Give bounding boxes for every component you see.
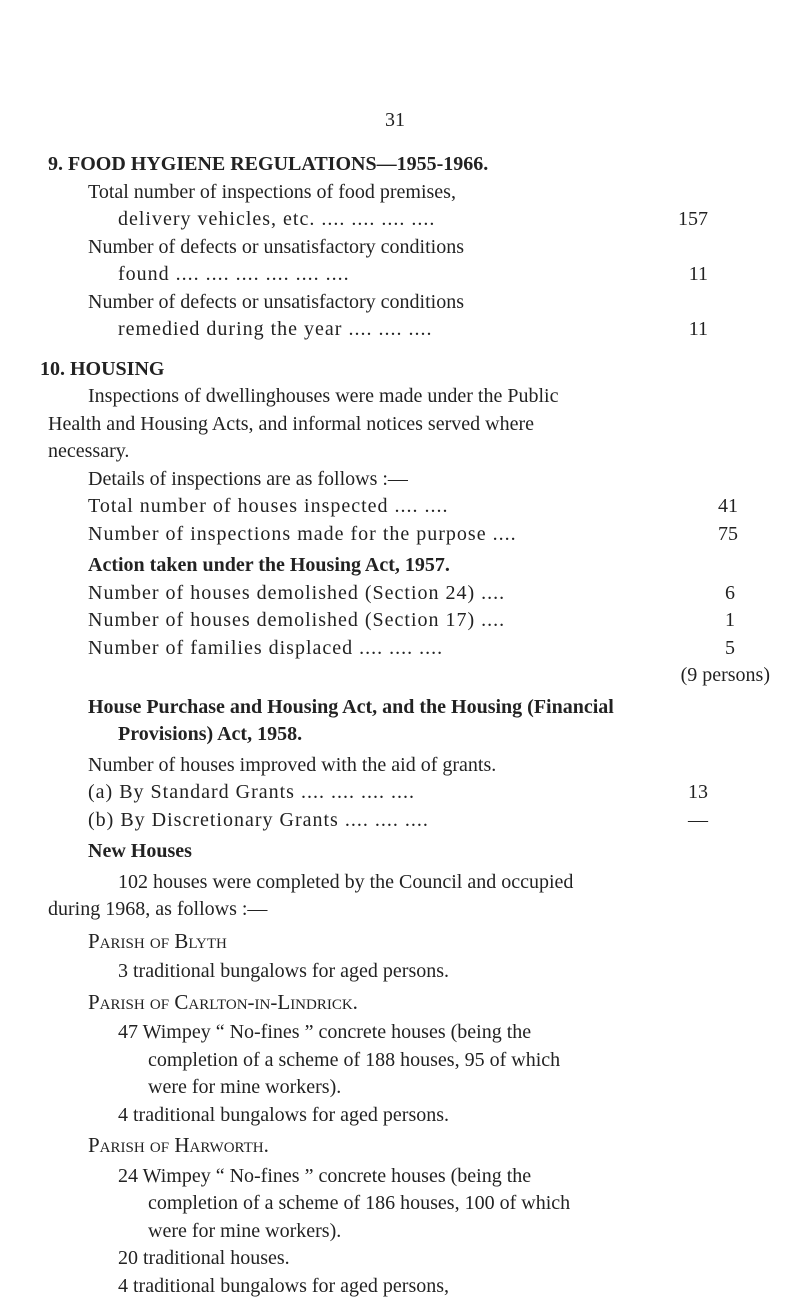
page-number: 31 [385,109,405,131]
value-demolished-24: 6 [725,581,735,604]
row-demolished-17: Number of houses demolished (Section 17) .... [88,609,506,631]
improved-intro: Number of houses improved with the aid of grants. [88,753,497,776]
s9-line-1: Total number of inspections of food premises, [88,180,456,203]
parish-carlton-heading: Parish of Carlton-in-Lindrick. [88,989,358,1014]
section-9-heading: 9. FOOD HYGIENE REGULATIONS—1955-1966. [48,153,489,175]
section-10-heading: 10. HOUSING [40,357,165,380]
new-houses-heading: New Houses [88,840,192,862]
value-houses-inspected: 41 [718,495,738,517]
parish-blyth-line-1: 3 traditional bungalows for aged persons. [118,960,450,982]
s10-para-line-1: Inspections of dwellinghouses were made under the Public [88,385,559,407]
action-heading: Action taken under the Housing Act, 1957. [88,554,450,576]
row-standard-grants: (a) By Standard Grants .... .... .... .... [88,781,415,803]
s9-line-2: delivery vehicles, etc. .... .... .... .... [118,208,436,230]
purchase-heading-line-2: Provisions) Act, 1958. [118,723,303,745]
s10-para-line-2: Health and Housing Acts, and informal notices served where [48,412,534,435]
row-houses-inspected: Total number of houses inspected .... .... [88,495,449,517]
s10-para-line-3: necessary. [48,440,130,462]
parish-harworth-line-4: 20 traditional houses. [118,1247,290,1269]
value-standard-grants: 13 [688,781,708,803]
row-discretionary-grants: (b) By Discretionary Grants .... .... .... [88,808,429,831]
value-families-displaced: 5 [725,636,735,659]
parish-carlton-line-1: 47 Wimpey “ No-fines ” concrete houses (being the [118,1021,532,1043]
value-inspections-made: 75 [718,522,738,545]
row-inspections-made: Number of inspections made for the purpose .... [88,522,517,545]
s9-line-5: Number of defects or unsatisfactory conditions [88,290,465,313]
s9-line-6: remedied during the year .... .... .... [118,318,433,340]
purchase-heading-line-1: House Purchase and Housing Act, and the Housing (Financial [88,695,614,718]
parish-harworth-line-2: completion of a scheme of 186 houses, 100 of which [148,1192,571,1214]
parish-carlton-line-3: were for mine workers). [148,1076,342,1098]
details-intro: Details of inspections are as follows :— [88,467,408,490]
s9-line-3: Number of defects or unsatisfactory conditions [88,235,465,258]
new-houses-line-1: 102 houses were completed by the Council and occupied [118,870,574,893]
parish-harworth-line-1: 24 Wimpey “ No-fines ” concrete houses (being the [118,1164,532,1187]
parish-carlton-line-4: 4 traditional bungalows for aged persons. [118,1103,450,1126]
parish-blyth-heading: Parish of Blyth [88,928,227,953]
row-demolished-24: Number of houses demolished (Section 24) .... [88,581,506,604]
parish-harworth-line-5: 4 traditional bungalows for aged persons, [118,1274,450,1297]
parish-carlton-line-2: completion of a scheme of 188 houses, 95 of which [148,1048,561,1071]
s9-line-4: found .... .... .... .... .... .... [118,263,350,285]
value-discretionary-grants: — [688,808,708,831]
parish-harworth-line-3: were for mine workers). [148,1219,342,1242]
value-demolished-17: 1 [725,609,735,631]
new-houses-line-2: during 1968, as follows :— [48,898,268,920]
persons-note: (9 persons) [680,664,770,686]
s9-value-defects-remedied: 11 [688,318,708,340]
s9-value-defects-found: 11 [688,263,708,285]
s9-value-inspections: 157 [678,208,708,230]
parish-harworth-heading: Parish of Harworth. [88,1133,269,1157]
row-families-displaced: Number of families displaced .... .... .... [88,636,444,659]
